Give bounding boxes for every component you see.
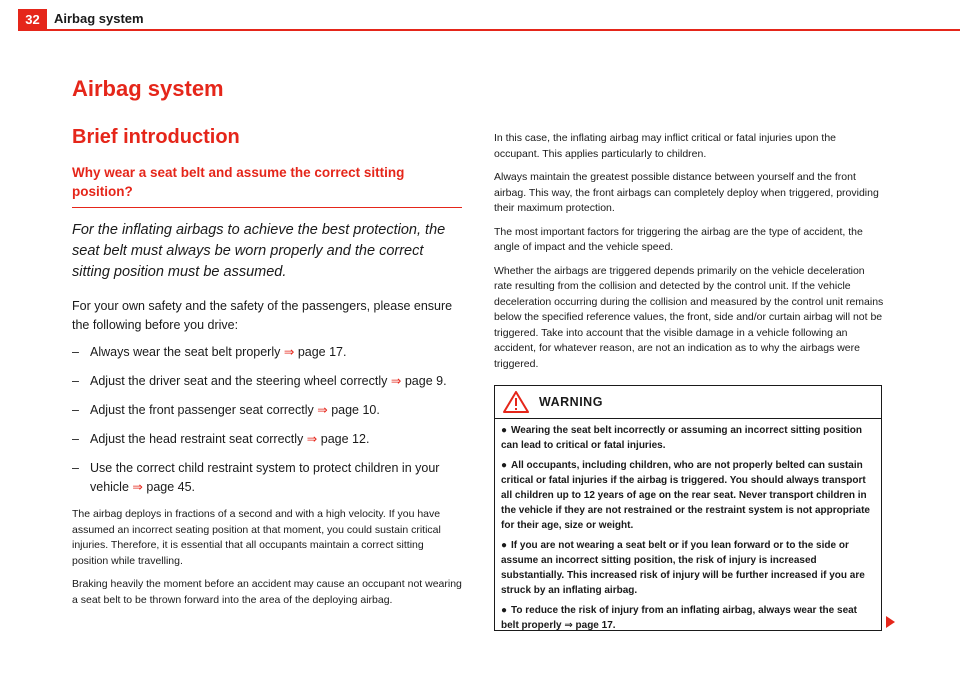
left-column: [72, 76, 462, 616]
page-link[interactable]: page 17.: [575, 620, 616, 631]
body-paragraph: The most important factors for triggering the airbag are the type of accident, the angle of impact and the vehicle speed.: [494, 225, 863, 253]
ref-arrow-icon: ⇒: [283, 345, 295, 359]
question-heading: Why wear a seat belt and assume the correct sitting position?: [72, 163, 462, 208]
warning-triangle-icon: [503, 391, 529, 413]
ref-arrow-icon: ⇒: [306, 432, 318, 446]
continue-arrow-icon: [886, 616, 895, 628]
bullet-icon: ●: [501, 605, 508, 616]
bullet-icon: ●: [501, 460, 508, 471]
header-rule: [18, 29, 960, 31]
body-paragraph: Always maintain the greatest possible distance between yourself and the front airbag. This way, the front airbags can completely deploy when triggered, providing their maximum protection.: [494, 171, 879, 214]
chapter-title: Airbag system: [72, 76, 224, 101]
lead-paragraph: For your own safety and the safety of the passengers, please ensure the following before you drive:: [72, 299, 453, 332]
list-item: – Always wear the seat belt properly ⇒ page 17.: [72, 343, 462, 362]
body-paragraph: Whether the airbags are triggered depends primarily on the vehicle deceleration rate resulting from the collision and detected by the control unit. If the vehicle deceleration occurring during the collision and measured by the control unit remains below the specified reference values, the front, side and/or curtain airbag will not be triggered. Take into account that the visible damage in a vehicle following an accident, for whatever reason, are not an indication as to why the airbags were triggered.: [494, 264, 884, 370]
list-item: – Adjust the front passenger seat correctly ⇒ page 10.: [72, 401, 462, 420]
checklist: [72, 343, 462, 497]
page-link[interactable]: page 45.: [146, 480, 196, 494]
warning-title: WARNING: [539, 395, 603, 409]
list-item: – Adjust the driver seat and the steering wheel correctly ⇒ page 9.: [72, 372, 462, 391]
page-link[interactable]: page 9.: [404, 374, 447, 388]
ref-arrow-icon: ⇒: [390, 374, 402, 388]
ref-arrow-icon: ⇒: [132, 480, 143, 494]
list-item: – Use the correct child restraint system to protect children in your vehicle ⇒ page 45.: [72, 459, 462, 497]
page-number: 32: [18, 9, 47, 30]
section-heading: Brief introduction: [72, 126, 240, 148]
ref-arrow-icon: ⇒: [564, 620, 573, 631]
warning-item: ● Wearing the seat belt incorrectly or assuming an incorrect sitting position can lead to critical or fatal injuries.: [501, 425, 862, 451]
warning-body: [495, 419, 881, 633]
warning-item: ● All occupants, including children, who are not properly belted can sustain critical or fatal injuries if the airbag is triggered. You should always transport all children up to 12 years of age on the rear seat. Never transport children in the vehicle if they are not restrained or the restraint system is not appropriate for their age, size or weight.: [501, 460, 870, 531]
warning-item: ● If you are not wearing a seat belt or if you lean forward or to the side or assume an incorrect sitting position, the risk of injury is increased substantially. This increased risk of injury will be further increased if you are struck by an inflating airbag.: [501, 540, 865, 596]
intro-paragraph: For the inflating airbags to achieve the best protection, the seat belt must always be worn properly and the correct sitting position must be assumed.: [72, 222, 446, 280]
body-paragraph: In this case, the inflating airbag may inflict critical or fatal injuries upon the occupant. This applies particularly to children.: [494, 132, 837, 160]
page-link[interactable]: page 17.: [297, 345, 347, 359]
running-title: Airbag system: [54, 11, 144, 26]
bullet-icon: ●: [501, 425, 508, 436]
body-paragraph: Braking heavily the moment before an accident may cause an occupant not wearing a seat belt to be thrown forward into the area of the deploying airbag.: [72, 578, 462, 606]
right-column: [494, 131, 884, 380]
warning-header: [495, 386, 881, 419]
warning-box: [494, 385, 882, 631]
ref-arrow-icon: ⇒: [317, 403, 328, 417]
body-paragraph: The airbag deploys in fractions of a second and with a high velocity. If you have assumed an incorrect seating position at that moment, you could sustain critical injuries. Therefore, it is essential that all occupants maintain a correct sitting position while travelling.: [72, 508, 441, 567]
page-link[interactable]: page 12.: [320, 432, 370, 446]
warning-item: ● To reduce the risk of injury from an inflating airbag, always wear the seat belt properly ⇒ page 17.: [501, 605, 858, 631]
bullet-icon: ●: [501, 540, 508, 551]
page-link[interactable]: page 10.: [331, 403, 380, 417]
list-item: – Adjust the head restraint seat correctly ⇒ page 12.: [72, 430, 462, 449]
page-header: [0, 0, 960, 30]
